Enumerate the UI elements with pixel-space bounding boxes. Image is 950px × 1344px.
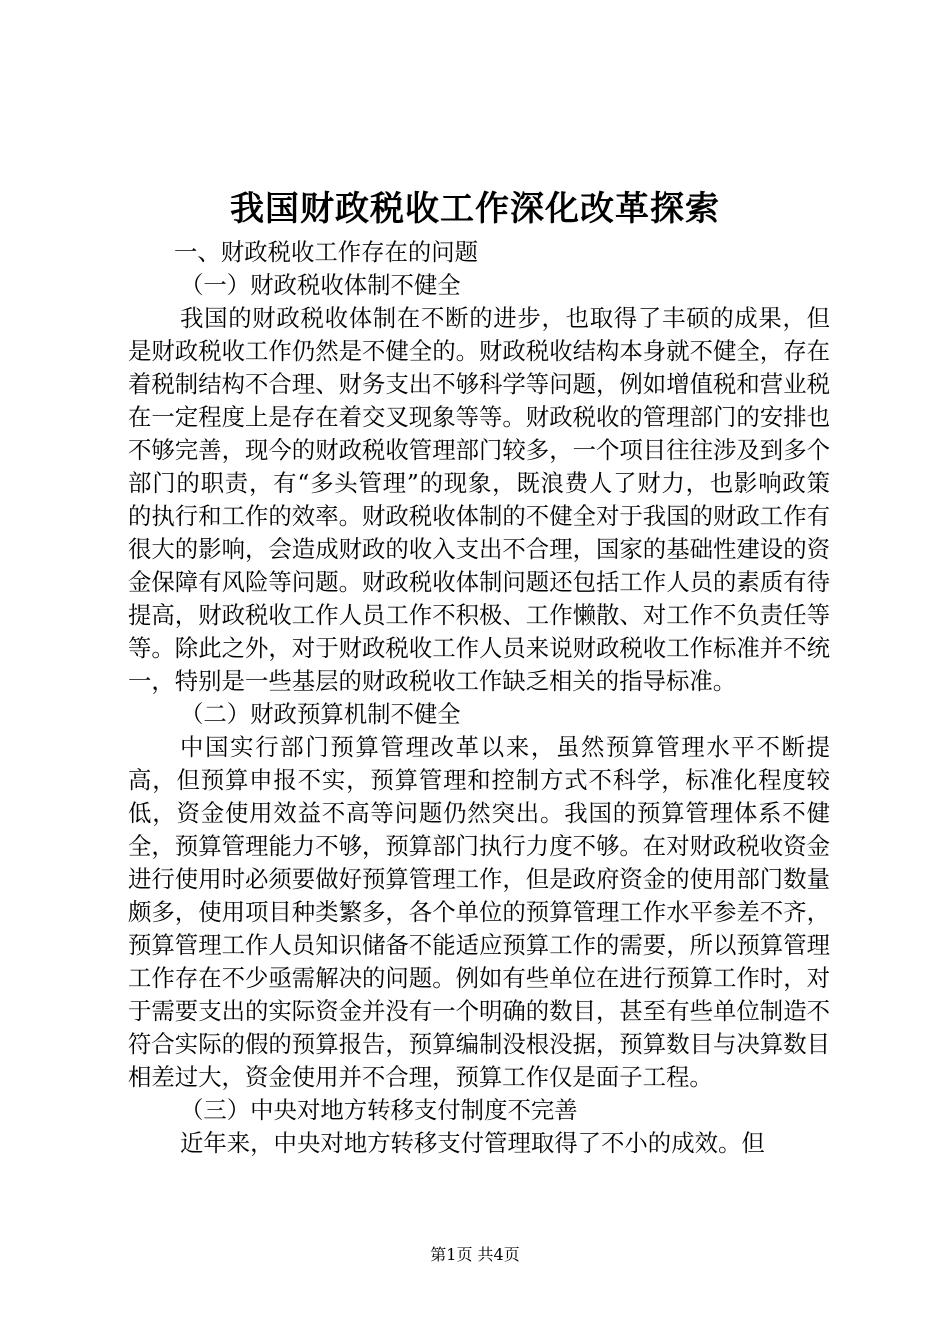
section-2-heading: （二）财政预算机制不健全 [180,700,461,728]
document-title: 我国财政税收工作深化改革探索 [230,189,720,229]
section-3-paragraph: 近年来，中央对地方转移支付管理取得了不小的成效。但 [180,1129,765,1157]
section-1-paragraph: 我国的财政税收体制在不断的进步，也取得了丰硕的成果，但是财政税收工作仍然是不健全的。财政税收结构本身就不健全，存在着税制结构不合理、财务支出不够科学等问题，例如增值税和营业税在一定程度上是存在着交叉现象等等。财政税收的管理部门的安排也不够完善，现今的财政税收管理部门较多，一个项目往往涉及到多个部门的职责，有“多头管理”的现象，既浪费人了财力，也影响政策的执行和工作的效率。财政税收体制的不健全对于我国的财政工作有很大的影响，会造成财政的收入支出不合理，国家的基础性建设的资金保障有风险等问题。财政税收体制问题还包括工作人员的素质有待提高，财政税收工作人员工作不积极、工作懒散、对工作不负责任等等。除此之外，对于财政税收工作人员来说财政税收工作标准并不统一，特别是一些基层的财政税收工作缺乏相关的指导标准。 [128,304,830,695]
section-1-heading: （一）财政税收体制不健全 [180,271,461,299]
heading-1: 一、财政税收工作存在的问题 [174,238,479,266]
document-body [128,236,830,1160]
page-number-footer: 第1页 共4页 [430,1245,520,1264]
section-2-paragraph: 中国实行部门预算管理改革以来，虽然预算管理水平不断提高，但预算申报不实，预算管理和控制方式不科学，标准化程度较低，资金使用效益不高等问题仍然突出。我国的预算管理体系不健全，预算管理能力不够，预算部门执行力度不够。在对财政税收资金进行使用时必须要做好预算管理工作，但是政府资金的使用部门数量颇多，使用项目种类繁多，各个单位的预算管理工作水平参差不齐，预算管理工作人员知识储备不能适应预算工作的需要，所以预算管理工作存在不少亟需解决的问题。例如有些单位在进行预算工作时，对于需要支出的实际资金并没有一个明确的数目，甚至有些单位制造不符合实际的假的预算报告，预算编制没根没据，预算数目与决算数目相差过大，资金使用并不合理，预算工作仅是面子工程。 [128,733,830,1091]
section-3-heading: （三）中央对地方转移支付制度不完善 [180,1096,578,1124]
